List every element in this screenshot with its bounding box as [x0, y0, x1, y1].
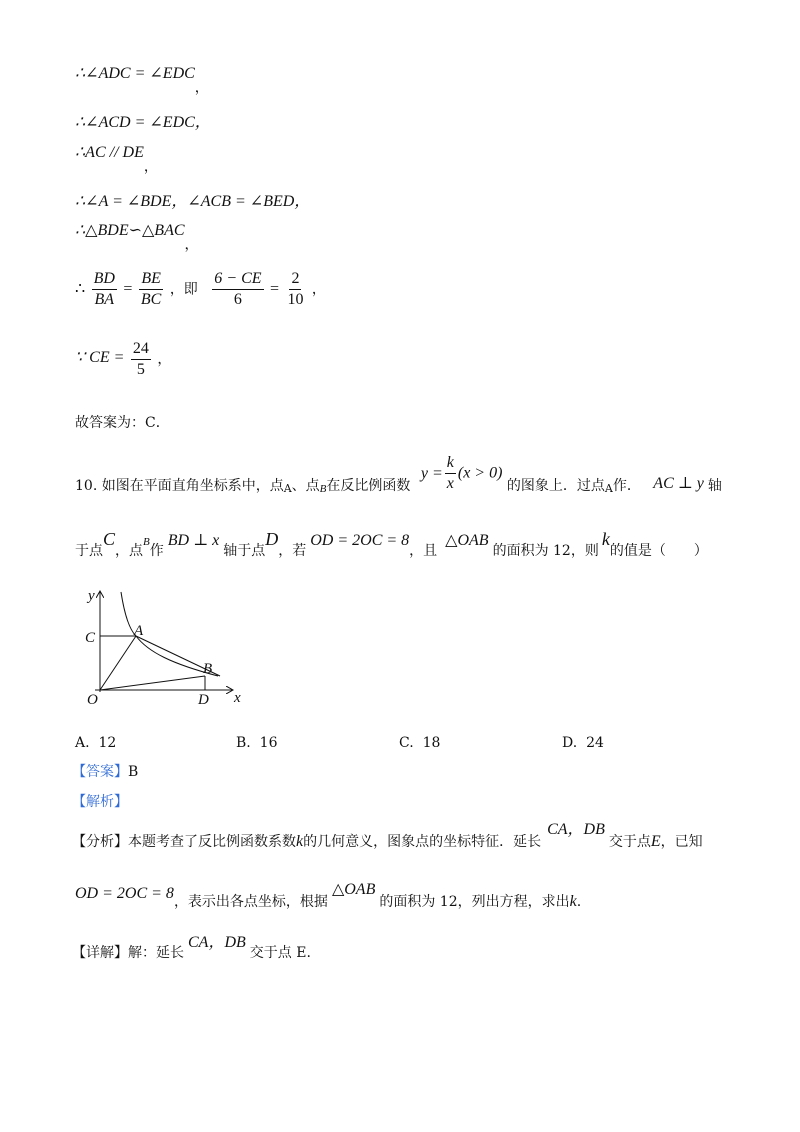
option-label: D. [562, 735, 578, 751]
fraction-den: BA [94, 291, 115, 308]
option-b[interactable] [236, 736, 277, 750]
q10-text: 作． [612, 477, 641, 494]
fraction-den: 6 [233, 291, 242, 308]
analysis-text: . [576, 894, 582, 910]
proof-line-5-math: ∴△BDE∽△BAC [75, 222, 185, 239]
k-symbol: k [601, 529, 610, 549]
proof-line-1-end: ， [194, 80, 209, 96]
fraction-den: 10 [287, 291, 304, 308]
q10-text: 轴于点 [223, 543, 266, 559]
analysis-text: 本题考查了反比例函数系数 [128, 834, 296, 850]
fraction-num: BE [139, 271, 163, 290]
option-value: 16 [259, 735, 278, 751]
point-b-label: B [319, 482, 327, 495]
fraction-2-10 [285, 271, 305, 308]
ac-perp-y: AC ⊥ y [653, 474, 704, 492]
proof-line-4-math: ∴∠A = ∠BDE，∠ACB = ∠BED， [75, 193, 311, 210]
q10-text: ，若 [278, 543, 307, 559]
option-label: A. [75, 735, 90, 751]
q10-text: 的面积为 12，则 [492, 543, 599, 559]
fraction-num: k [445, 455, 456, 474]
fraction-24-5 [131, 341, 151, 378]
label-d: D [198, 692, 209, 708]
fraction-den: BC [140, 291, 162, 308]
triangle-oab: △OAB [331, 881, 376, 898]
point-b-label: B [143, 536, 150, 548]
option-label: C. [399, 735, 414, 751]
proof-line-2 [75, 115, 211, 131]
analysis-text: 的面积为 12，列出方程，求出 [379, 894, 570, 910]
analysis-text: 的几何意义，图象点的坐标特征．延长 [303, 834, 542, 850]
ji-text: ，即 [169, 281, 198, 298]
proof-line-3-end: ， [143, 159, 158, 175]
fraction-6-ce [212, 271, 263, 308]
analysis-subtag: 【分析】 [72, 834, 128, 850]
proof-line-7 [75, 341, 171, 378]
domain-condition: (x > 0) [457, 464, 503, 482]
q10-text: 于点 [75, 543, 103, 559]
od-equation: OD = 2OC = 8 [310, 532, 410, 549]
detail-tag: 【详解】 [72, 945, 128, 961]
fraction-be-bc [139, 271, 163, 308]
proof-line-4 [75, 194, 310, 210]
option-a[interactable] [75, 736, 116, 750]
fraction-num: 2 [289, 271, 301, 290]
fraction-bd-ba [92, 271, 117, 308]
proof-line-6 [75, 271, 326, 308]
label-y: y [88, 588, 95, 604]
label-x: x [234, 690, 241, 706]
ca-db-segments: CA，DB [188, 934, 246, 951]
fraction-num: 24 [131, 341, 151, 360]
point-e-label: E [650, 833, 661, 850]
ca-db-segments: CA，DB [547, 821, 605, 838]
label-o: O [87, 692, 98, 708]
point-d-label: D [265, 529, 279, 549]
analysis-line-2 [75, 881, 582, 910]
label-b: B [203, 661, 213, 677]
k-symbol: k [569, 893, 577, 910]
question-10-line-2 [75, 529, 708, 559]
equals-sign: = [269, 280, 279, 298]
therefore-symbol: ∴ [75, 280, 86, 298]
function-y-eq: y = [420, 464, 443, 482]
answer-value: B [128, 764, 139, 780]
option-label: B. [236, 735, 251, 751]
point-a-label: A [283, 481, 292, 495]
analysis-text: 交于点 [608, 834, 651, 850]
fraction-num: 6 − CE [212, 271, 263, 290]
od-equation: OD = 2OC = 8 [75, 885, 174, 902]
option-value: 12 [98, 735, 117, 751]
analysis-tag: 【解析】 [72, 794, 128, 810]
segment-oa [100, 636, 136, 690]
q10-text: 在反比例函数 [326, 477, 411, 494]
q10-text: 、点 [291, 477, 320, 494]
analysis-text: ，表示出各点坐标，根据 [173, 894, 328, 910]
label-a: A [134, 623, 144, 639]
fraction-num: BD [92, 271, 117, 290]
comma: ， [157, 351, 172, 368]
q10-text: 轴 [707, 477, 722, 494]
q10-text: 的值是（ ） [609, 543, 708, 559]
label-c: C [85, 630, 96, 646]
q10-text: 10. 如图在平面直角坐标系中，点 [75, 477, 284, 494]
analysis-line-1 [72, 821, 703, 850]
proof-line-3 [75, 144, 158, 175]
fraction-den: 5 [136, 361, 145, 378]
coordinate-figure [70, 580, 250, 710]
bd-perp-x: BD ⊥ x [167, 532, 220, 549]
detail-text: 解：延长 [128, 945, 184, 961]
point-c-label: C [103, 529, 116, 549]
q10-text: 的图象上．过点 [506, 477, 605, 494]
option-d[interactable] [562, 736, 604, 750]
option-value: 24 [586, 735, 604, 751]
q10-text: ，点 [115, 543, 144, 559]
equals-sign: = [123, 280, 133, 298]
because-ce: ∵ CE = [75, 348, 125, 366]
proof-line-5-end: ， [184, 237, 199, 253]
question-10-line-1 [75, 455, 722, 495]
point-a-label: A [604, 481, 613, 495]
fraction-k-x [445, 455, 456, 492]
detail-text: 交于点 E. [249, 945, 311, 961]
proof-line-2-math: ∴∠ACD = ∠EDC， [75, 114, 211, 131]
answer-tag: 【答案】 [72, 764, 128, 780]
proof-line-3-math: ∴AC // DE [75, 144, 144, 161]
option-c[interactable] [399, 736, 440, 750]
detail-line [72, 934, 311, 961]
comma: ， [311, 281, 326, 298]
segment-ob [100, 676, 205, 690]
proof-line-1 [75, 65, 209, 96]
answer-conclusion: 故答案为：C． [75, 415, 170, 431]
q10-text: 作 [149, 543, 164, 559]
proof-line-1-math: ∴∠ADC = ∠EDC [75, 65, 195, 82]
proof-line-5 [75, 222, 199, 253]
k-symbol: k [296, 833, 304, 850]
fraction-den: x [446, 475, 454, 492]
q10-text: ，且 [409, 543, 438, 559]
option-value: 18 [422, 735, 441, 751]
triangle-oab: △OAB [445, 532, 489, 549]
analysis-text: ，已知 [660, 834, 703, 850]
answer-row [72, 765, 138, 779]
